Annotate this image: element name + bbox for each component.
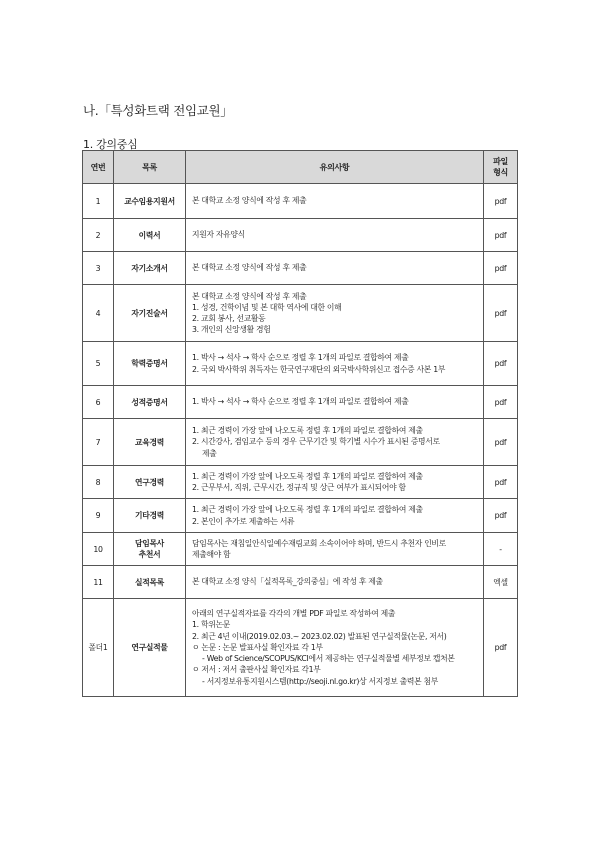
row-note: [186, 219, 484, 252]
row-ftype: pdf: [484, 499, 518, 533]
note-line: 담임목사는 재침일안식일예수재림교회 소속이어야 하며, 반드시 추천자 인비로: [192, 538, 446, 548]
note-line: 1. 학위논문: [192, 620, 230, 630]
note-line: 1. 박사 → 석사 → 학사 순으로 정렬 후 1개의 파일로 결합하여 제출: [192, 397, 409, 407]
table-row: [83, 184, 518, 219]
note-line: 1. 성경, 건학이념 및 본 대학 역사에 대한 이해: [192, 302, 342, 312]
row-ftype: 엑셀: [484, 566, 518, 599]
row-ftype: pdf: [484, 466, 518, 499]
note-line: 본 대학교 소정 양식에 작성 후 제출: [192, 196, 307, 206]
table-row: [83, 599, 518, 697]
note-line: 1. 최근 경력이 가장 앞에 나오도록 정렬 후 1개의 파일로 결합하여 제출: [192, 471, 423, 481]
table-row: [83, 342, 518, 386]
note-line: 제출: [202, 448, 217, 458]
row-item: 연구경력: [114, 466, 186, 499]
row-note: [186, 419, 484, 466]
row-ftype: pdf: [484, 252, 518, 285]
note-line: 1. 최근 경력이 가장 앞에 나오도록 정렬 후 1개의 파일로 결합하여 제출: [192, 505, 423, 515]
row-note: [186, 499, 484, 533]
row-num: 10: [83, 533, 114, 566]
header-item: 목록: [114, 151, 186, 184]
row-item: 교육경력: [114, 419, 186, 466]
note-line: ㅇ 저서 : 저서 출판사실 확인자료 각1부: [192, 665, 321, 675]
row-ftype: pdf: [484, 184, 518, 219]
row-item: 자기진술서: [114, 285, 186, 342]
table-row: [83, 533, 518, 566]
row-item: 성적증명서: [114, 386, 186, 419]
table-row: [83, 285, 518, 342]
sub-title: 1. 강의중심: [83, 138, 138, 151]
row-note: [186, 342, 484, 386]
table-row: [83, 466, 518, 499]
note-line: 본 대학교 소정 양식「실적목록_강의중심」에 작성 후 제출: [192, 577, 383, 587]
row-item: 학력증명서: [114, 342, 186, 386]
row-note: [186, 466, 484, 499]
section-title: 나.「특성화트랙 전임교원」: [83, 103, 233, 118]
note-line: 2. 최근 4년 이내(2019.02.03.~ 2023.02.02) 발표된 연구실적물(논문, 저서): [192, 631, 447, 641]
note-line: 2. 시간강사, 겸임교수 등의 경우 근무기간 및 학기별 시수가 표시된 증명서로: [192, 437, 440, 447]
note-line: 아래의 연구실적자료를 각각의 개별 PDF 파일로 작성하여 제출: [192, 609, 396, 619]
row-item: 이력서: [114, 219, 186, 252]
table-row: [83, 566, 518, 599]
document-table: [82, 150, 518, 697]
table-row: [83, 499, 518, 533]
note-line: 본 대학교 소정 양식에 작성 후 제출: [192, 291, 307, 301]
note-line: - Web of Science/SCOPUS/KCI에서 제공하는 연구실적물별 세부정보 캡처본: [202, 654, 455, 664]
header-ftype: [484, 151, 518, 184]
row-note: [186, 285, 484, 342]
note-line: 2. 근무부서, 직위, 근무시간, 정규직 및 상근 여부가 표시되어야 함: [192, 483, 406, 492]
row-num: 11: [83, 566, 114, 599]
note-line: ㅇ 논문 : 논문 발표사실 확인자료 각 1부: [192, 642, 323, 652]
note-line: 본 대학교 소정 양식에 작성 후 제출: [192, 263, 307, 273]
table-row: [83, 386, 518, 419]
row-note: [186, 252, 484, 285]
row-ftype: -: [484, 533, 518, 566]
row-item: [114, 533, 186, 566]
row-num: 7: [83, 419, 114, 466]
note-line: 1. 최근 경력이 가장 앞에 나오도록 정렬 후 1개의 파일로 결합하여 제출: [192, 426, 423, 436]
header-note: 유의사항: [186, 151, 484, 184]
note-line: 제출해야 함: [192, 550, 231, 559]
note-line: 지원자 자유양식: [192, 230, 245, 240]
row-ftype: pdf: [484, 342, 518, 386]
row-item-line1: 담임목사: [135, 539, 164, 548]
row-ftype: pdf: [484, 599, 518, 697]
note-line: 2. 국외 박사학위 취득자는 한국연구재단의 외국박사학위신고 접수증 사본 1부: [192, 364, 446, 374]
row-item: 자기소개서: [114, 252, 186, 285]
row-num: 1: [83, 184, 114, 219]
note-line: - 서지정보유통지원시스템(http://seoji.nl.go.kr)상 서지정보 출력본 첨부: [202, 676, 438, 686]
note-line: 1. 박사 → 석사 → 학사 순으로 정렬 후 1개의 파일로 결합하여 제출: [192, 353, 409, 363]
table-row: [83, 219, 518, 252]
row-ftype: pdf: [484, 386, 518, 419]
row-item: 기타경력: [114, 499, 186, 533]
row-item: 실적목록: [114, 566, 186, 599]
header-ftype-line1: 파일: [493, 157, 508, 166]
row-ftype: pdf: [484, 285, 518, 342]
row-item: 연구실적물: [114, 599, 186, 697]
note-line: 2. 본인이 추가로 제출하는 서류: [192, 516, 295, 526]
table-row: [83, 252, 518, 285]
row-item: 교수임용지원서: [114, 184, 186, 219]
row-item-line2: 추천서: [138, 550, 161, 559]
header-ftype-line2: 형식: [493, 168, 508, 177]
row-note: [186, 184, 484, 219]
row-ftype: pdf: [484, 219, 518, 252]
note-line: 2. 교회 봉사, 선교활동: [192, 314, 266, 323]
note-line: 3. 개인의 신앙생활 경험: [192, 325, 271, 335]
header-num: 연번: [83, 151, 114, 184]
row-num: 9: [83, 499, 114, 533]
table-row: [83, 419, 518, 466]
row-note: [186, 533, 484, 566]
row-num: 폴더1: [83, 599, 114, 697]
table-header-row: [83, 151, 518, 184]
row-num: 2: [83, 219, 114, 252]
row-note: [186, 599, 484, 697]
row-note: [186, 566, 484, 599]
row-ftype: pdf: [484, 419, 518, 466]
row-num: 4: [83, 285, 114, 342]
row-num: 8: [83, 466, 114, 499]
row-num: 3: [83, 252, 114, 285]
row-num: 5: [83, 342, 114, 386]
row-num: 6: [83, 386, 114, 419]
row-note: [186, 386, 484, 419]
